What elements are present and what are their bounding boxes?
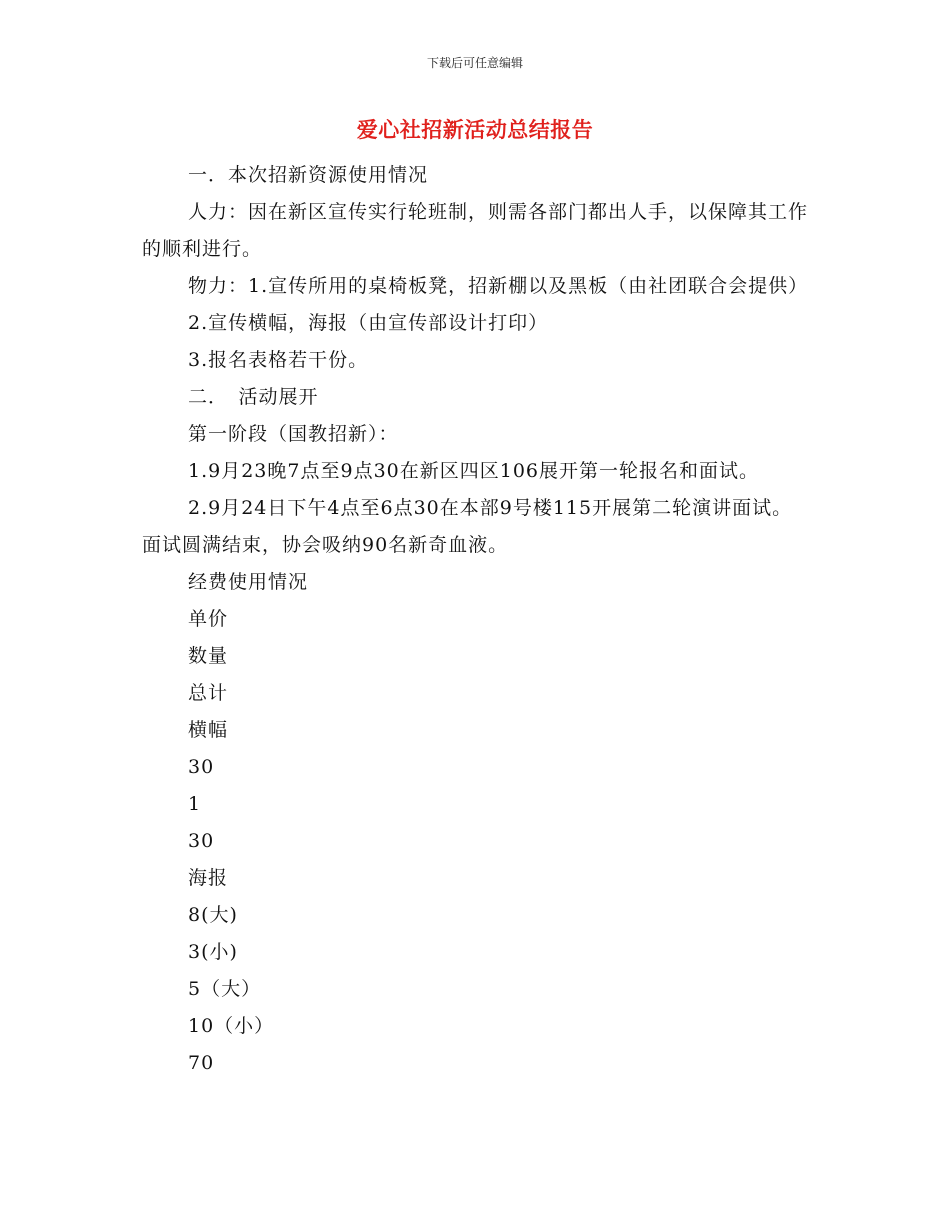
list-item: 单价 — [188, 608, 229, 630]
list-item: 横幅 — [188, 719, 229, 741]
list-item: 30 — [188, 830, 215, 852]
list-item: 3(小) — [188, 941, 238, 963]
page-header-note: 下载后可任意编辑 — [426, 56, 523, 70]
list-item: 5（大） — [188, 978, 262, 1000]
section-heading-resources: 一．本次招新资源使用情况 — [188, 164, 429, 186]
list-item: 70 — [188, 1052, 215, 1074]
paragraph-materials: 物力：1.宣传所用的桌椅板凳，招新棚以及黑板（由社团联合会提供） — [188, 275, 809, 297]
paragraph-expenses-heading: 经费使用情况 — [188, 571, 309, 593]
list-item: 海报 — [188, 867, 229, 889]
list-item: 30 — [188, 756, 215, 778]
paragraph-round-one: 1.9月23晚7点至9点30在新区四区106展开第一轮报名和面试。 — [188, 460, 760, 482]
list-item: 数量 — [188, 645, 229, 667]
section-heading-activity: 二． 活动展开 — [188, 386, 319, 408]
paragraph-round-two: 2.9月24日下午4点至6点30在本部9号楼115开展第二轮演讲面试。面试圆满结束，协会吸纳90名新奇血液。 — [142, 497, 793, 556]
paragraph-forms: 3.报名表格若干份。 — [188, 349, 369, 371]
list-item: 8(大) — [188, 904, 238, 926]
list-item: 1 — [188, 793, 202, 815]
paragraph-stage-one: 第一阶段（国教招新）： — [188, 423, 399, 445]
list-item: 10（小） — [188, 1015, 275, 1037]
paragraph-manpower: 人力：因在新区宣传实行轮班制，则需各部门都出人手，以保障其工作的顺利进行。 — [142, 201, 809, 260]
paragraph-banners: 2.宣传横幅，海报（由宣传部设计打印） — [188, 312, 549, 334]
document-body — [142, 157, 812, 1082]
list-item: 总计 — [188, 682, 229, 704]
document-title: 爱心社招新活动总结报告 — [356, 117, 594, 142]
